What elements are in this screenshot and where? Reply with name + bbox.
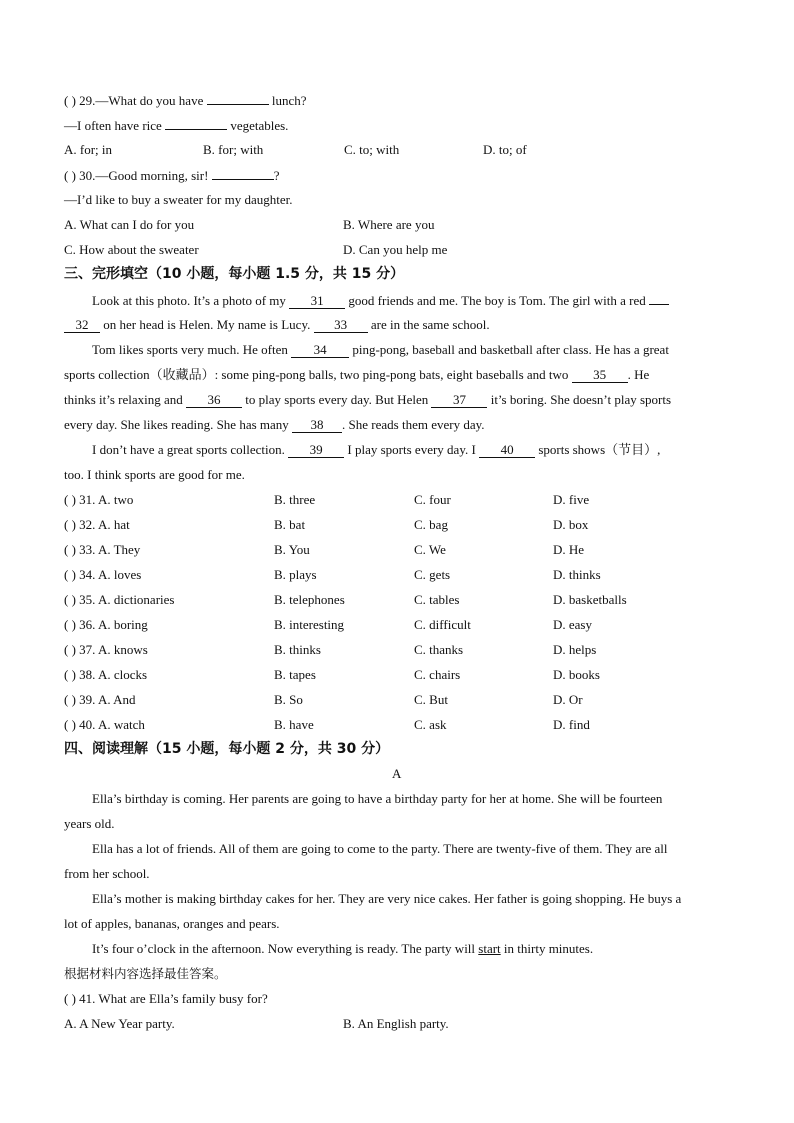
q29-prompt-end: lunch? [271,93,307,108]
q35-option-b: B. telephones [274,592,345,607]
cloze-blank-38: 38 [292,418,342,433]
reading-p1-line1: Ella’s birthday is coming. Her parents are going to have a birthday party for her at home. She will be fourteen [92,791,663,806]
question-32: ( ) 32. A. hat [64,517,130,532]
q30-option-c: C. How about the sweater [64,242,199,257]
cloze-text: it’s boring. She doesn’t play sports [490,392,672,407]
q35-option-c: C. tables [414,592,460,607]
q30-option-d: D. Can you help me [343,242,448,257]
q29-blank-1 [207,92,269,105]
cloze-text: are in the same school. [370,317,490,332]
section-3-title: 三、完形填空（10 小题，每小题 1.5 分，共 15 分） [64,266,405,282]
cloze-p2-line3 [64,392,671,408]
cloze-p3-line2: too. I think sports are good for me. [64,467,245,482]
question-36: ( ) 36. A. boring [64,617,148,632]
cloze-text: sports collection（收藏品）: some ping-pong balls, two ping-pong bats, eight baseballs and two [64,367,569,382]
q37-option-c: C. thanks [414,642,464,657]
cloze-p2-line4 [64,417,485,433]
q35-option-d: D. basketballs [553,592,627,607]
q29-reply [64,117,288,134]
cloze-text: sports shows（节目）, [538,442,661,457]
q29-option-a: A. for; in [64,142,113,157]
q39-option-d: D. Or [553,692,583,707]
question-33: ( ) 33. A. They [64,542,141,557]
q30-reply: —I’d like to buy a sweater for my daughter. [64,192,293,207]
cloze-blank-32: 32 [64,318,100,333]
cloze-text: I play sports every day. I [347,442,476,457]
q34-option-c: C. gets [414,567,451,582]
q37-option-d: D. helps [553,642,597,657]
cloze-blank-35: 35 [572,368,628,383]
q29-option-b: B. for; with [203,142,264,157]
question-35: ( ) 35. A. dictionaries [64,592,175,607]
q31-option-b: B. three [274,492,316,507]
passage-label: A [392,766,402,781]
q38-option-c: C. chairs [414,667,461,682]
question-39: ( ) 39. A. And [64,692,136,707]
q29-reply-end: vegetables. [230,118,289,133]
cloze-blank-36: 36 [186,393,242,408]
q34-option-d: D. thinks [553,567,601,582]
q40-option-c: C. ask [414,717,447,732]
q30-option-a: A. What can I do for you [64,217,195,232]
cloze-text: every day. She likes reading. She has many [64,417,289,432]
q36-option-d: D. easy [553,617,592,632]
question-31: ( ) 31. A. two [64,492,134,507]
cloze-blank-31: 31 [289,294,345,309]
q33-option-c: C. We [414,542,446,557]
q29-blank-2 [165,117,227,130]
section-4-title: 四、阅读理解（15 小题，每小题 2 分，共 30 分） [64,741,390,757]
cloze-blank-40: 40 [479,443,535,458]
question-37: ( ) 37. A. knows [64,642,148,657]
question-40: ( ) 40. A. watch [64,717,145,732]
q34-option-b: B. plays [274,567,317,582]
cloze-p2-line1 [92,342,669,358]
q30-prompt-end: ? [273,168,280,183]
cloze-text: . He [627,367,650,382]
cloze-blank-39: 39 [288,443,344,458]
reading-p4 [92,941,593,957]
q30-blank [212,167,274,180]
cloze-text: I don’t have a great sports collection. [92,442,285,457]
cloze-blank-37: 37 [431,393,487,408]
reading-p2-line1: Ella has a lot of friends. All of them are going to come to the party. There are twenty-five of them. They are all [92,841,668,856]
reading-p3-line1: Ella’s mother is making birthday cakes for her. They are very nice cakes. Her father is going shopping. He buys a [92,891,682,906]
cloze-p3-line1 [92,442,660,458]
q31-option-c: C. four [414,492,451,507]
q33-option-d: D. He [553,542,585,557]
question-34: ( ) 34. A. loves [64,567,142,582]
cloze-p1-line1 [92,292,669,309]
cloze-text: ping-pong, baseball and basketball after class. He has a great [352,342,669,357]
q37-option-b: B. thinks [274,642,321,657]
q32-option-d: D. box [553,517,589,532]
q30-option-b: B. Where are you [343,217,435,232]
cloze-text: Tom likes sports very much. He often [92,342,288,357]
cloze-text: to play sports every day. But Helen [245,392,429,407]
reading-p2-line2: from her school. [64,866,150,881]
cloze-blank-34: 34 [291,343,349,358]
cloze-p2-line2 [64,367,649,383]
q41-option-a: A. A New Year party. [64,1016,175,1031]
question-29 [64,92,307,109]
q39-option-c: C. But [414,692,448,707]
cloze-text: thinks it’s relaxing and [64,392,183,407]
cloze-text: on her head is Helen. My name is Lucy. [103,317,311,332]
q33-option-b: B. You [274,542,310,557]
q40-option-d: D. find [553,717,590,732]
q38-option-b: B. tapes [274,667,316,682]
q36-option-c: C. difficult [414,617,471,632]
instruction: 根据材料内容选择最佳答案。 [64,966,227,981]
q29-reply-start: —I often have rice [64,118,162,133]
cloze-text: good friends and me. The boy is Tom. The girl with a red [348,293,646,308]
q41-option-b: B. An English party. [343,1016,449,1031]
q32-option-b: B. bat [274,517,306,532]
q36-option-b: B. interesting [274,617,345,632]
q38-option-d: D. books [553,667,600,682]
q31-option-d: D. five [553,492,590,507]
question-30 [64,167,279,184]
cloze-text: . She reads them every day. [342,417,485,432]
reading-p1-line2: years old. [64,816,115,831]
reading-text: in thirty minutes. [503,941,594,956]
q29-prompt-start: ( ) 29.—What do you have [64,93,204,108]
cloze-blank-33: 33 [314,318,368,333]
cloze-p1-line2 [64,317,490,333]
q29-option-c: C. to; with [344,142,400,157]
underlined-word: start [478,941,501,956]
q32-option-c: C. bag [414,517,448,532]
cloze-blank-32-start [649,292,669,305]
question-38: ( ) 38. A. clocks [64,667,148,682]
q39-option-b: B. So [274,692,303,707]
q30-prompt-start: ( ) 30.—Good morning, sir! [64,168,209,183]
q29-option-d: D. to; of [483,142,527,157]
reading-p3-line2: lot of apples, bananas, oranges and pears. [64,916,280,931]
q40-option-b: B. have [274,717,314,732]
reading-text: It’s four o’clock in the afternoon. Now everything is ready. The party will [92,941,476,956]
cloze-text: Look at this photo. It’s a photo of my [92,293,286,308]
question-41: ( ) 41. What are Ella’s family busy for? [64,991,268,1006]
